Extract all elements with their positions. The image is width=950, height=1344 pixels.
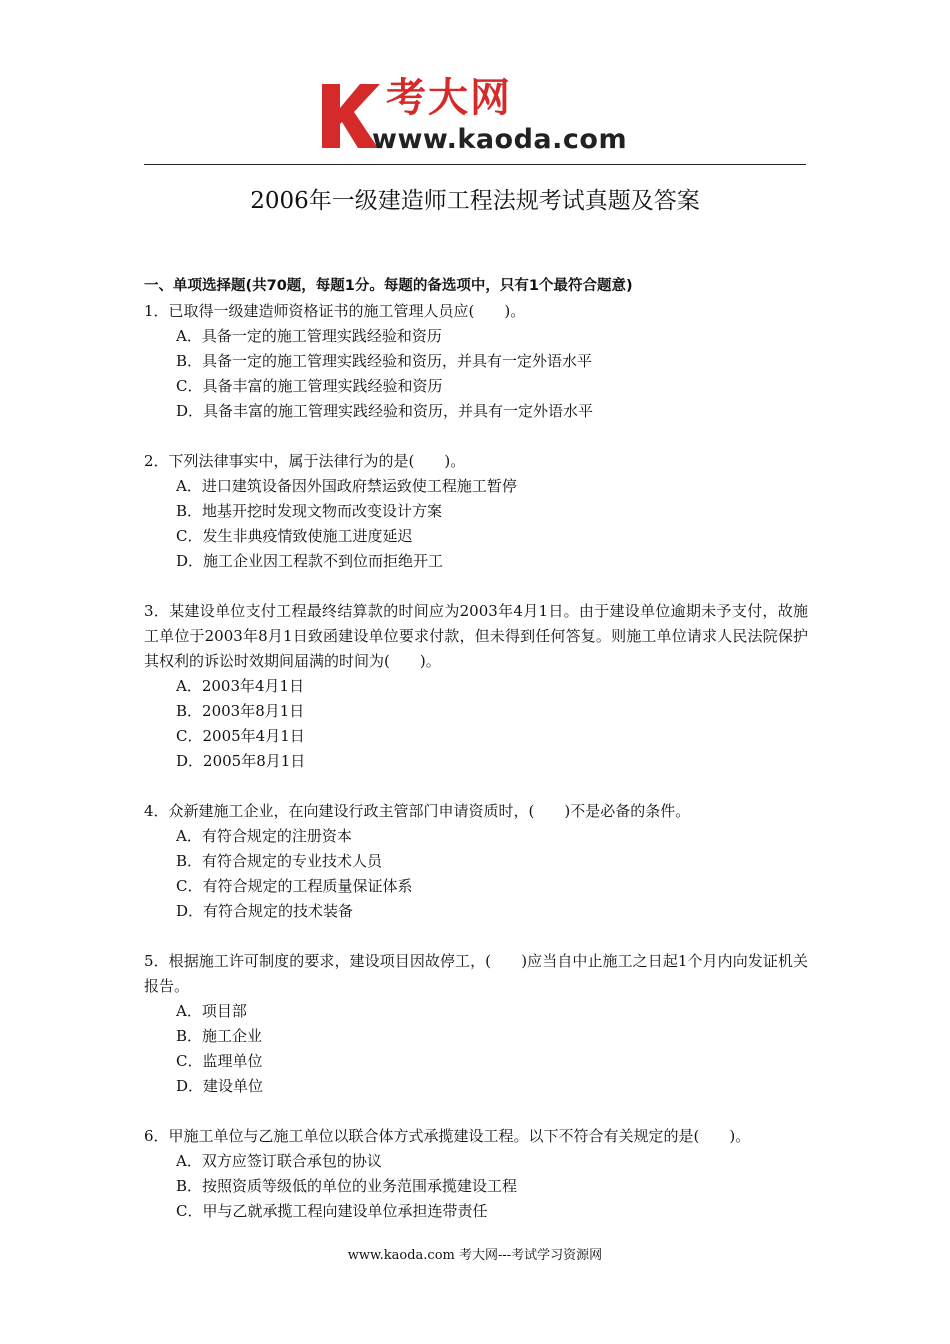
answer-option: D．有符合规定的技术装备 — [176, 902, 354, 920]
question-item — [144, 449, 808, 574]
answer-option: A．具备一定的施工管理实践经验和资历 — [176, 327, 442, 345]
question-item — [144, 599, 808, 774]
answer-option: D．施工企业因工程款不到位而拒绝开工 — [176, 552, 444, 570]
section-heading: 一、单项选择题(共70题，每题1分。每题的备选项中，只有1个最符合题意) — [144, 278, 633, 294]
answer-option: C．监理单位 — [176, 1052, 263, 1070]
kaoda-logo — [318, 75, 638, 160]
answer-option: B．按照资质等级低的单位的业务范围承揽建设工程 — [176, 1177, 518, 1195]
answer-option: C．有符合规定的工程质量保证体系 — [176, 877, 413, 895]
answer-option: A．双方应签订联合承包的协议 — [176, 1152, 382, 1170]
option-list — [144, 824, 808, 924]
option-list — [144, 999, 808, 1099]
question-item — [144, 1124, 808, 1224]
logo-url: www.kaoda.com — [372, 124, 628, 155]
question-stem: 5．根据施工许可制度的要求，建设项目因故停工，( )应当自中止施工之日起1个月内向发证机关报告。 — [144, 952, 808, 995]
option-list — [144, 1149, 808, 1224]
answer-option: D．2005年8月1日 — [176, 752, 306, 770]
option-list — [144, 324, 808, 424]
question-stem: 1．已取得一级建造师资格证书的施工管理人员应( )。 — [144, 302, 526, 320]
answer-option: B．2003年8月1日 — [176, 702, 305, 720]
question-item — [144, 949, 808, 1099]
question-item — [144, 299, 808, 424]
answer-option: B．具备一定的施工管理实践经验和资历，并具有一定外语水平 — [176, 352, 593, 370]
answer-option: B．有符合规定的专业技术人员 — [176, 852, 383, 870]
answer-option: D．具备丰富的施工管理实践经验和资历，并具有一定外语水平 — [176, 402, 594, 420]
question-list — [144, 299, 808, 1224]
question-stem: 6．甲施工单位与乙施工单位以联合体方式承揽建设工程。以下不符合有关规定的是( )。 — [144, 1127, 751, 1145]
answer-option: C．具备丰富的施工管理实践经验和资历 — [176, 377, 443, 395]
answer-option: A．2003年4月1日 — [176, 677, 305, 695]
answer-option: A．进口建筑设备因外国政府禁运致使工程施工暂停 — [176, 477, 517, 495]
answer-option: C．发生非典疫情致使施工进度延迟 — [176, 527, 413, 545]
header-divider — [144, 164, 806, 165]
question-stem: 4．众新建施工企业，在向建设行政主管部门申请资质时，( )不是必备的条件。 — [144, 802, 691, 820]
answer-option: A．有符合规定的注册资本 — [176, 827, 352, 845]
option-list — [144, 674, 808, 774]
question-stem: 3．某建设单位支付工程最终结算款的时间应为2003年4月1日。由于建设单位逾期未予支付，故施工单位于2003年8月1日致函建设单位要求付款，但未得到任何答复。则施工单位请求人民法院保护其权利的诉讼时效期间届满的时间为( )。 — [144, 602, 808, 670]
document-title: 2006年一级建造师工程法规考试真题及答案 — [250, 188, 700, 214]
answer-option: B．施工企业 — [176, 1027, 263, 1045]
question-item — [144, 799, 808, 924]
option-list — [144, 474, 808, 574]
answer-option: D．建设单位 — [176, 1077, 264, 1095]
question-stem: 2．下列法律事实中，属于法律行为的是( )。 — [144, 452, 466, 470]
logo-text: 考大网 — [386, 75, 512, 121]
answer-option: C．甲与乙就承揽工程向建设单位承担连带责任 — [176, 1202, 488, 1220]
answer-option: C．2005年4月1日 — [176, 727, 305, 745]
document-body — [144, 274, 808, 1249]
answer-option: B．地基开挖时发现文物而改变设计方案 — [176, 502, 443, 520]
answer-option: A．项目部 — [176, 1002, 247, 1020]
page-footer: www.kaoda.com 考大网---考试学习资源网 — [347, 1248, 603, 1263]
